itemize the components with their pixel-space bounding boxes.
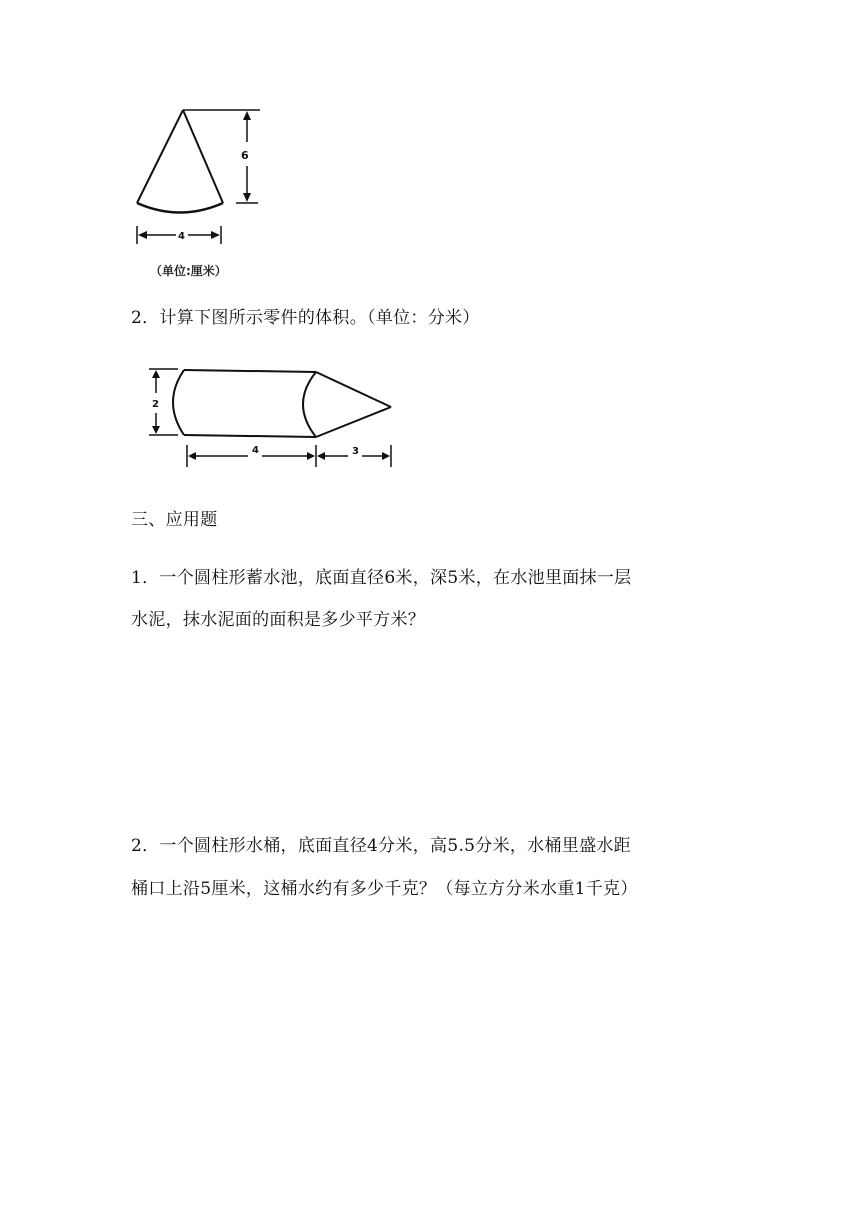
width-label: 4 — [178, 231, 185, 242]
diameter-label: 2 — [152, 399, 159, 410]
cone-right-edge — [183, 110, 223, 203]
cylinder-bottom-edge — [184, 435, 316, 437]
section-heading: 三、应用题 — [131, 510, 218, 530]
cone-bottom-edge — [316, 407, 391, 437]
cylinder-cone-drawing — [140, 355, 410, 475]
app-question-2-line-1: 2．一个圆柱形水桶，底面直径4分米，高5.5分米，水桶里盛水距 — [131, 836, 631, 856]
cylinder-length-label: 4 — [252, 445, 259, 456]
cone-left-edge — [137, 110, 183, 203]
cone-length-label: 3 — [352, 446, 359, 457]
height-arrow-down — [243, 193, 251, 202]
height-arrow-up — [243, 111, 251, 120]
cone-base-arc — [137, 203, 223, 213]
cylinder-right-end — [303, 372, 316, 437]
width-arrow-right — [211, 231, 220, 239]
cylinder-cone-figure — [140, 355, 410, 475]
cylinder-left-end — [173, 370, 184, 435]
app-question-1-line-2: 水泥，抹水泥面的面积是多少平方米？ — [131, 610, 426, 630]
cone-length-arrow-left — [317, 452, 325, 460]
cylinder-length-arrow-right — [307, 452, 315, 460]
app-question-2-line-2: 桶口上沿5厘米，这桶水约有多少千克？（每立方分米水重1千克） — [131, 879, 638, 899]
cone-top-edge — [316, 372, 391, 407]
cylinder-top-edge — [184, 370, 316, 372]
diameter-arrow-up — [152, 370, 160, 378]
cone-length-arrow-right — [382, 452, 390, 460]
height-label: 6 — [241, 149, 249, 162]
cone-figure — [120, 100, 280, 260]
diameter-arrow-down — [152, 426, 160, 434]
figure1-caption: （单位:厘米） — [150, 264, 227, 278]
cone-figure-drawing — [120, 100, 280, 260]
cylinder-length-arrow-left — [188, 452, 196, 460]
calc-question-2: 2．计算下图所示零件的体积。（单位：分米） — [131, 308, 480, 328]
app-question-1-line-1: 1．一个圆柱形蓄水池，底面直径6米，深5米，在水池里面抹一层 — [131, 568, 632, 588]
width-arrow-left — [138, 231, 147, 239]
